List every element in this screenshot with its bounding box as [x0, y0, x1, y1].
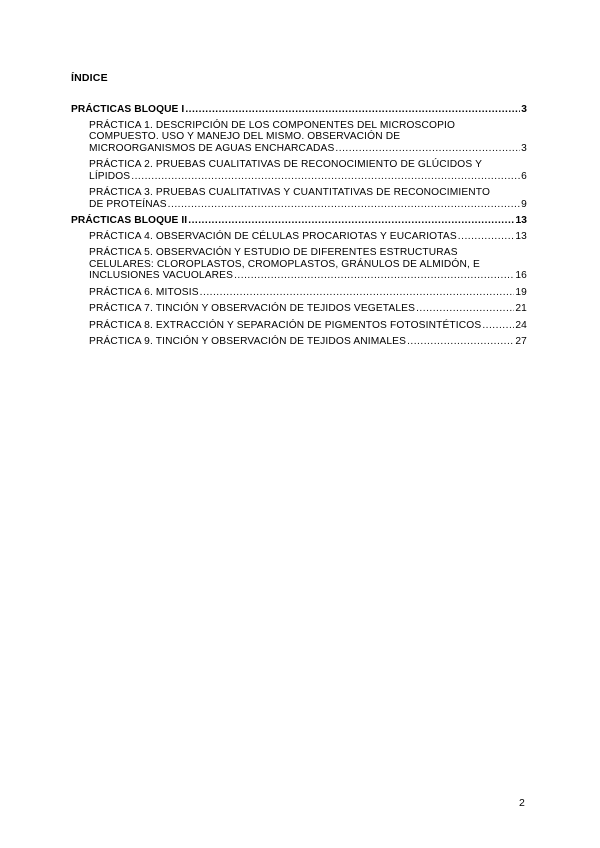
toc-heading: ÍNDICE — [71, 72, 108, 84]
toc-page-number: 19 — [515, 286, 527, 298]
toc-entry[interactable] — [71, 187, 527, 210]
toc-entry-title: PRÁCTICA 7. TINCIÓN Y OBSERVACIÓN DE TEJIDOS VEGETALES — [89, 303, 416, 314]
dot-leader — [407, 336, 514, 348]
dot-leader — [234, 270, 514, 282]
toc-page-number: 27 — [515, 336, 527, 347]
dot-leader — [188, 215, 514, 227]
toc-entry-title: INCLUSIONES VACUOLARES — [89, 270, 234, 281]
toc-entry-title: PRÁCTICA 8. EXTRACCIÓN Y SEPARACIÓN DE PIGMENTOS FOTOSINTÉTICOS — [89, 319, 482, 331]
toc-entry-title: PRÁCTICA 9. TINCIÓN Y OBSERVACIÓN DE TEJIDOS ANIMALES — [89, 336, 407, 347]
toc-page-number: 13 — [515, 215, 527, 226]
toc-entry-leader-line — [89, 199, 527, 211]
toc-page-number: 21 — [515, 303, 527, 314]
toc-entry-leader-line — [89, 171, 527, 183]
dot-leader — [416, 303, 514, 315]
dot-leader — [131, 171, 520, 183]
toc-entry-title: MICROORGANISMOS DE AGUAS ENCHARCADAS — [89, 142, 335, 154]
toc-entry[interactable] — [71, 231, 527, 243]
toc-entry[interactable] — [71, 287, 527, 299]
toc-page-number: 3 — [521, 142, 527, 154]
toc-entry-title-line: PRÁCTICA 5. OBSERVACIÓN Y ESTUDIO DE DIFERENTES ESTRUCTURAS — [89, 247, 458, 258]
toc-entry-leader-line — [89, 320, 527, 332]
toc-entry-title-line: COMPUESTO. USO Y MANEJO DEL MISMO. OBSERVACIÓN DE — [89, 131, 401, 142]
toc-entry[interactable] — [71, 303, 527, 315]
toc-page-number: 24 — [515, 319, 527, 331]
toc-entry-leader-line — [89, 336, 527, 348]
toc-entry-leader-line — [89, 270, 527, 282]
toc-entry[interactable] — [71, 336, 527, 348]
dot-leader — [335, 143, 520, 155]
dot-leader — [185, 104, 520, 116]
table-of-contents — [71, 104, 527, 353]
dot-leader — [168, 199, 521, 211]
toc-entry[interactable] — [71, 247, 527, 282]
toc-entry-title: PRÁCTICAS BLOQUE II — [71, 215, 188, 226]
toc-entry-title: DE PROTEÍNAS — [89, 198, 167, 210]
toc-page-number: 16 — [515, 270, 527, 281]
toc-entry-leader-line — [71, 104, 527, 116]
dot-leader — [200, 287, 515, 299]
toc-entry-title-line: PRÁCTICA 3. PRUEBAS CUALITATIVAS Y CUANTITATIVAS DE RECONOCIMIENTO — [89, 187, 491, 198]
toc-page-number: 3 — [521, 104, 527, 115]
toc-entry-title-line: PRÁCTICA 1. DESCRIPCIÓN DE LOS COMPONENTES DEL MICROSCOPIO — [89, 119, 456, 131]
toc-page-number: 13 — [515, 230, 527, 242]
toc-entry-leader-line — [89, 143, 527, 155]
dot-leader — [482, 320, 514, 332]
toc-entry-leader-line — [89, 303, 527, 315]
toc-entry[interactable] — [71, 159, 527, 182]
toc-entry-title: PRÁCTICAS BLOQUE I — [71, 104, 185, 115]
toc-entry-title-line: CELULARES: CLOROPLASTOS, CROMOPLASTOS, GRÁNULOS DE ALMIDÓN, E — [89, 258, 480, 270]
toc-entry[interactable] — [71, 320, 527, 332]
toc-entry[interactable] — [71, 120, 527, 155]
toc-page-number: 6 — [521, 170, 527, 182]
toc-entry-leader-line — [89, 231, 527, 243]
toc-entry-leader-line — [89, 287, 527, 299]
toc-entry-title: PRÁCTICA 4. OBSERVACIÓN DE CÉLULAS PROCARIOTAS Y EUCARIOTAS — [89, 230, 457, 242]
dot-leader — [458, 231, 515, 243]
toc-section-entry[interactable] — [71, 104, 527, 116]
toc-entry-leader-line — [71, 215, 527, 227]
toc-section-entry[interactable] — [71, 215, 527, 227]
toc-entry-title-line: PRÁCTICA 2. PRUEBAS CUALITATIVAS DE RECONOCIMIENTO DE GLÚCIDOS Y — [89, 159, 483, 170]
page-number: 2 — [519, 797, 525, 809]
toc-entry-title: LÍPIDOS — [89, 170, 131, 182]
toc-entry-title: PRÁCTICA 6. MITOSIS — [89, 286, 199, 298]
toc-page-number: 9 — [521, 198, 527, 210]
